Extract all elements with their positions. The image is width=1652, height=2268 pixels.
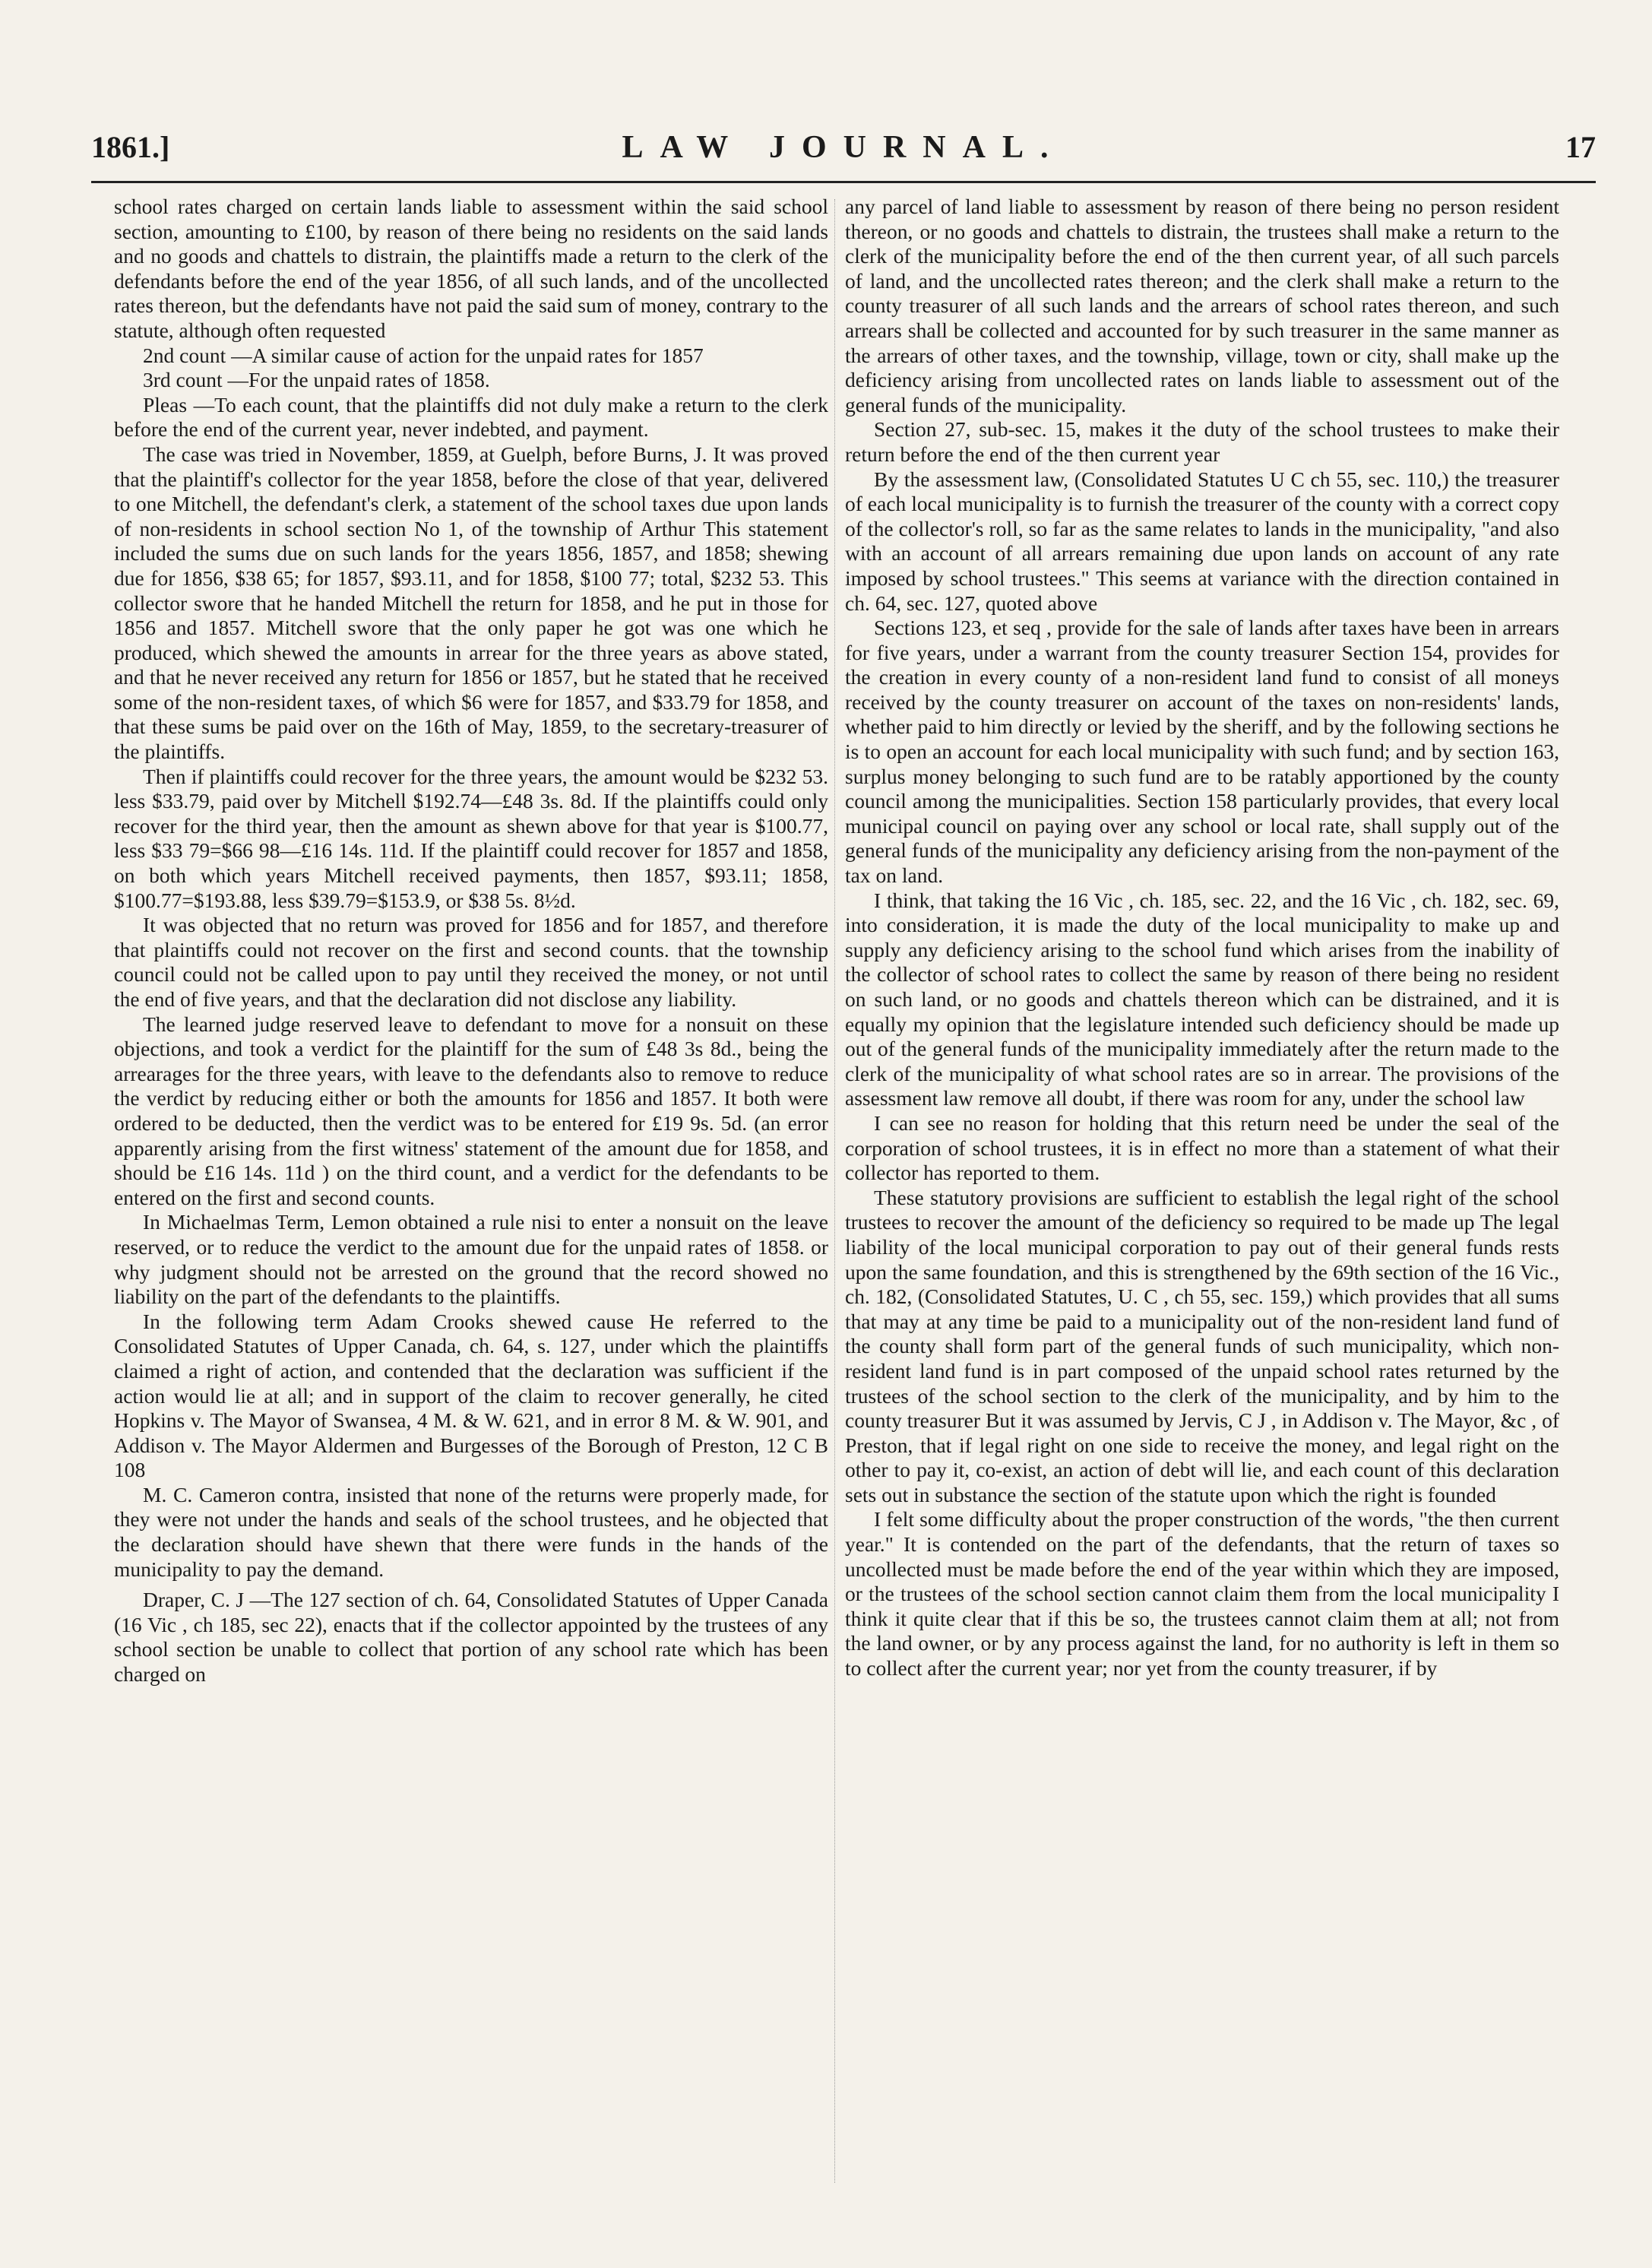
- paragraph: The case was tried in November, 1859, at Guelph, before Burns, J. It was proved that the plaintiff's collector for the year 1858, before the close of that year, delivered to one Mitchell, the defendant's clerk, a statement of the school taxes due upon lands of non-residents in school section No 1, of the township of Arthur This statement included the sums due on such lands for the years 1856, 1857, and 1858; shewing due for 1856, $38 65; for 1857, $93.11, and for 1858, $100 77; total, $232 53. This collector swore that he handed Mitchell the return for 1858, and he put in those for 1856 and 1857. Mitchell swore that the only paper he got was one which he produced, which shewed the amounts in arrear for the three years as above stated, and that he never received any return for 1856 or 1857, but he stated that he received some of the non-resident taxes, of which $6 were for 1857, and $33.79 for 1858, and that these sums be paid over on the 16th of May, 1859, to the secretary-treasurer of the plaintiffs.: [114, 442, 828, 764]
- paragraph: In Michaelmas Term, Lemon obtained a rule nisi to enter a nonsuit on the leave reserved, or to reduce the verdict to the amount due for the unpaid rates of 1858. or why judgment should not be arrested on the ground that the record showed no liability on the part of the defendants to the plaintiffs.: [114, 1210, 828, 1309]
- paragraph: 3rd count —For the unpaid rates of 1858.: [143, 368, 490, 392]
- paragraph: These statutory provisions are sufficient to establish the legal right of the school trustees to recover the amount of the deficiency so required to be made up The legal liability of the local municipal corporation to pay out of their general funds rests upon the same foundation, and this is strengthened by the 69th section of the 16 Vic., ch. 182, (Consolidated Statutes, U. C , ch 55, sec. 159,) which provides that all sums that may at any time be paid to a municipality out of the non-resident land fund of the county shall form part of the general funds of such municipality, which non-resident land fund is in part composed of the unpaid school rates returned by the trustees of the school section to the clerk of the municipality, and by him to the county treasurer But it was assumed by Jervis, C J , in Addison v. The Mayor, &c , of Preston, that if legal right on one side to receive the money, and legal right on the other to pay it, co-exist, an action of debt will lie, and each count of this declaration sets out in substance the section of the statute upon which the right is founded: [845, 1185, 1559, 1506]
- page-header: [91, 129, 1596, 175]
- paragraph: Section 27, sub-sec. 15, makes it the duty of the school trustees to make their return before the end of the then current year: [845, 417, 1559, 466]
- paragraph: I felt some difficulty about the proper construction of the words, "the then current year." It is contended on the part of the defendants, that the return of taxes so uncollected must be made before the end of the year within which they are imposed, or the trustees of the school section cannot claim them from the local municipality I think it quite clear that if this be so, the trustees cannot claim them at all; not from the land owner, or by any process against the land, for no authority is left in them so to collect after the current year; nor yet from the county treasurer, if by: [845, 1507, 1559, 1680]
- paragraph: In the following term Adam Crooks shewed cause He referred to the Consolidated Statutes of Upper Canada, ch. 64, s. 127, under which the plaintiffs claimed a right of action, and contended that the declaration was sufficient if the action would lie at all; and in support of the claim to recover generally, he cited Hopkins v. The Mayor of Swansea, 4 M. & W. 621, and in error 8 M. & W. 901, and Addison v. The Mayor Aldermen and Burgesses of the Borough of Preston, 12 C B 108: [114, 1309, 828, 1482]
- paragraph: Draper, C. J —The 127 section of ch. 64, Consolidated Statutes of Upper Canada (16 Vic , ch 185, sec 22), enacts that if the collector appointed by the trustees of any school section be unable to collect that portion of any school rate which has been charged on: [114, 1588, 828, 1687]
- paragraph: Then if plaintiffs could recover for the three years, the amount would be $232 53. less $33.79, paid over by Mitchell $192.74—£48 3s. 8d. If the plaintiffs could only recover for the third year, then the amount as shewn above for that year is $100.77, less $33 79=$66 98—£16 14s. 11d. If the plaintiff could recover for 1857 and 1858, on both which years Mitchell received payments, then 1857, $93.11; 1858, $100.77=$193.88, less $39.79=$153.9, or $38 5s. 8½d.: [114, 764, 828, 912]
- paragraph: school rates charged on certain lands liable to assessment within the said school section, amounting to £100, by reason of there being no residents on the said lands and no goods and chattels to distrain, the plaintiffs made a return to the clerk of the defendants before the end of the year 1856, of all such lands, and of the uncollected rates thereon, but the defendants have not paid the said sum of money, contrary to the statute, although often requested: [114, 195, 828, 342]
- right-column: [845, 195, 1559, 1681]
- column-divider: [834, 199, 835, 2183]
- paragraph: I can see no reason for holding that this return need be under the seal of the corporation of school trustees, it is in effect no more than a statement of what their collector has reported to them.: [845, 1110, 1559, 1185]
- paragraph: By the assessment law, (Consolidated Statutes U C ch 55, sec. 110,) the treasurer of each local municipality is to furnish the treasurer of the county with a correct copy of the collector's roll, so far as the same relates to lands in the municipality, "and also with an account of all arrears remaining due upon lands on account of any rate imposed by school trustees." This seems at variance with the direction contained in ch. 64, sec. 127, quoted above: [845, 467, 1559, 615]
- left-column: [114, 195, 828, 1687]
- paragraph: Sections 123, et seq , provide for the sale of lands after taxes have been in arrears for five years, under a warrant from the county treasurer Section 154, provides for the creation in every county of a non-resident land fund to consist of all moneys received by the county treasurer on account of the taxes on non-residents' lands, whether paid to him directly or levied by the sheriff, and by the following sections he is to open an account for each local municipality with such fund; and by section 163, surplus money belonging to such fund are to be ratably apportioned by the county council among the municipalities. Section 158 particularly provides, that every local municipal council on paying over any school or local rate, shall supply out of the general funds of the municipality any deficiency arising from the non-payment of the tax on land.: [845, 616, 1559, 888]
- paragraph: Pleas —To each count, that the plaintiffs did not duly make a return to the clerk before the end of the current year, never indebted, and payment.: [114, 392, 828, 442]
- paragraph: any parcel of land liable to assessment by reason of there being no person resident thereon, or no goods and chattels to distrain, the trustees shall make a return to the clerk of the municipality before the end of the then current year, of all such parcels of land, and the uncollected rates thereon; and the clerk shall make a return to the county treasurer of all such lands and the arrears of school rates thereon, and such arrears shall be collected and accounted for by such treasurer in the same manner as the arrears of other taxes, and the township, village, town or city, shall make up the deficiency arising from uncollected rates on lands liable to assessment out of the general funds of the municipality.: [845, 195, 1559, 417]
- page-number: 17: [1565, 130, 1596, 164]
- header-title: LAW JOURNAL.: [622, 130, 1065, 165]
- paragraph: 2nd count —A similar cause of action for the unpaid rates for 1857: [143, 343, 704, 367]
- paragraph: M. C. Cameron contra, insisted that none of the returns were properly made, for they were not under the hands and seals of the school trustees, and he objected that the declaration should have shewn that there were funds in the hands of the municipality to pay the demand.: [114, 1482, 828, 1581]
- paragraph: It was objected that no return was proved for 1856 and for 1857, and therefore that plaintiffs could not recover on the first and second counts. that the township council could not be called upon to pay until they received the money, or not until the end of five years, and that the declaration did not disclose any liability.: [114, 913, 828, 1011]
- paragraph: The learned judge reserved leave to defendant to move for a nonsuit on these objections, and took a verdict for the plaintiff for the sum of £48 3s 8d., being the arrearages for the three years, with leave to the defendants also to remove to reduce the verdict by reducing either or both the amounts for 1856 and 1857. It both were ordered to be deducted, then the verdict was to be entered for £19 9s. 5d. (an error apparently arising from the first witness' statement of the amount due for 1858, and should be £16 14s. 11d ) on the third count, and a verdict for the defendants to be entered on the first and second counts.: [114, 1012, 828, 1209]
- header-year: 1861.]: [91, 130, 170, 164]
- header-rule: [91, 181, 1596, 183]
- paragraph: I think, that taking the 16 Vic , ch. 185, sec. 22, and the 16 Vic , ch. 182, sec. 69, into consideration, it is made the duty of the local municipality to make up and supply any deficiency arising to the school fund which arises from the inability of the collector of school rates to collect the same by reason of there being no resident on such land, or no goods and chattels thereon which can be distrained, and it is equally my opinion that the legislature intended such deficiency should be made up out of the general funds of the municipality immediately after the return made to the clerk of the municipality of what school rates are so in arrear. The provisions of the assessment law remove all doubt, if there was room for any, under the school law: [845, 888, 1559, 1110]
